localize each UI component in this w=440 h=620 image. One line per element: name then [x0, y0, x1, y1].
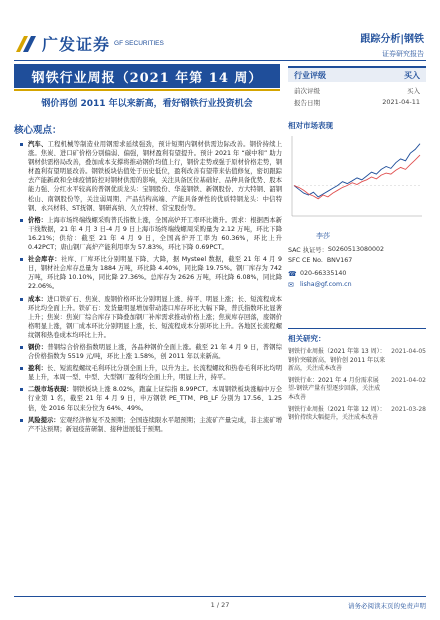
gf-logo-icon [14, 34, 38, 54]
core-view-item-text: 宏观经济修复不及预期；全国连续限水平超预期；主流矿产量完成，非主流矿增产不达预期；新冠疫苗研制、接种进展低于预期。 [28, 416, 283, 433]
report-date-value: 2021-04-11 [382, 98, 420, 106]
previous-rating-row [288, 84, 426, 96]
analyst-name: 李莎 [316, 231, 330, 240]
core-view-item-lead: 风险提示： [28, 416, 60, 424]
sfc-row [288, 255, 426, 266]
previous-rating-label: 前次评级 [294, 86, 320, 95]
previous-rating-value: 买入 [407, 86, 420, 95]
brand-logo [14, 32, 164, 55]
core-view-item [20, 216, 282, 252]
email-icon: ✉ [288, 280, 294, 289]
core-view-item-lead: 汽车、 [28, 141, 48, 148]
core-view-item-lead: 二级市场表现： [28, 386, 73, 394]
related-research-item[interactable] [288, 348, 426, 374]
related-research-title-text[interactable]: 钢铁行业周报（2021 年第 12 周）：钢价持续大幅提升，关注成本改善 [288, 405, 386, 422]
relative-performance-title: 相对市场表现 [288, 121, 333, 130]
core-view-item [20, 295, 282, 340]
sac-label: SAC 执证号： [288, 247, 328, 254]
title-underline [14, 89, 280, 91]
sfc-number: BNV167 [326, 257, 353, 264]
brand-name-en: GF SECURITIES [114, 40, 164, 47]
core-view-item-text: 普钢综合价格指数明显上涨，各品种钢价全面上涨。截至 21 年 4 月 9 日，普钢综合价格指数为 5519 元/吨，环比上涨 1.58%，创 2011 年以来新高。 [28, 343, 282, 361]
report-type [360, 30, 424, 59]
rating-header [288, 66, 426, 82]
core-view-item-lead: 成本： [28, 295, 48, 303]
analyst-email[interactable]: lisha@gf.com.cn [300, 281, 352, 288]
related-research-date: 2021-04-02 [391, 376, 426, 384]
related-research [288, 328, 426, 426]
report-title: 钢铁行业周报（2021 年第 14 周） [14, 64, 280, 88]
core-view-item-text: 长、短流程螺纹毛利环比分别全面上升，以升为主。长流程螺纹和热卷毛利环比均明显上升，本周一型、中型、大型钢厂盈利均全面上升，明显上升，持平。 [28, 365, 283, 382]
core-view-item [20, 364, 282, 382]
report-subtitle: 钢价再创 2011 年以来新高，看好钢铁行业投资机会 [41, 99, 253, 109]
related-research-list [288, 348, 426, 423]
analyst-phone: 020-66335140 [300, 270, 347, 277]
core-view-list [20, 140, 282, 437]
core-view-item-text: 钢铁板块上涨 8.02%，跑赢上证综指 8.99PCT。本周钢铁板块涨幅中万全行业第 1 名，截至 21 年 4 月 9 日，申万钢铁 PE_TTM、PB_LF 分别为 17.56、1.25 倍，处 2016 年以来分位为 64%、49%。 [28, 386, 282, 412]
rating-value: 买入 [404, 70, 420, 80]
core-view-item-text: 工程机械等制造业用钢需求延续强劲，预计短期内钢材供需边际改善。钢价持续上涨。焦炭、进口矿价格分别偏弱、偏强，钢材盈利有望提升。预计 2021 年 “碳中和” 助力钢材供需格局改善，叠加成本支撑将推动钢价均值上行，钢价走势或强于原材价格走势，钢材盈利有望明显改善。钢铁板块估值处于历史低位，盈利改善有望带来估值修复，密切跟踪去产能新政和全球疫情防控对钢材供需的影响，关注具备区位基础好、品种具备优势、股本能力强、分红水平较高的普钢优质龙头：宝钢股份、华菱钢铁、新钢股份、方大特钢、韶钢松山、南钢股份等，关注弱周期、产品结构高端、产能具备弹性的优质特钢龙头：中信特钢、永兴材料、ST抚钢、钢研高纳、久立特材、常宝股份等。 [28, 141, 283, 212]
related-research-title-text[interactable]: 钢铁行业周报（2021 年第 13 周）：钢价突破新高，钢价创 2011 年以来新高，关注成本改善 [288, 348, 386, 373]
sac-number: S0260513080002 [327, 246, 384, 253]
report-subcategory: 证券研究报告 [382, 50, 424, 58]
core-view-item-text: 上海市场终端线螺采购普氏指数上涨，全国高炉开工率环比微升。需求：根据西本新干线数据，21 年 4 月 3 日-4 月 9 日上海市场终端线螺周采购量为 2.12 万吨，环比下降 16.21%；供给：截至 21 年 4 月 9 日，全国高炉开工率为 60.36%，环比上升 0.42PCT；唐山钢厂高炉产能利用率为 57.83%，环比下降 0.69PCT。 [28, 216, 283, 252]
related-research-date: 2021-03-28 [391, 405, 426, 413]
core-view-item [20, 416, 282, 434]
core-view-item-lead: 社会库存： [28, 256, 61, 264]
core-view-item-lead: 盈利： [28, 365, 48, 373]
header-divider [14, 60, 426, 61]
phone-icon: ☎ [288, 269, 297, 278]
page-number: 1 / 27 [210, 601, 230, 609]
report-category: 跟踪分析|钢铁 [360, 34, 424, 45]
core-view-item-lead: 价格： [28, 216, 48, 224]
analyst-name-row [288, 230, 426, 241]
report-date-label: 报告日期 [294, 98, 320, 107]
rating-label: 行业评级 [294, 70, 326, 80]
sac-row [288, 244, 426, 255]
core-view-item [20, 385, 282, 412]
relative-performance-chart [288, 132, 426, 222]
report-date-row [288, 96, 426, 108]
core-view-item [20, 255, 282, 291]
core-view-item [20, 343, 282, 361]
phone-row [288, 268, 426, 279]
related-research-date: 2021-04-05 [391, 348, 426, 355]
related-research-title: 相关研究： [288, 334, 326, 343]
chart-series-line-0 [294, 144, 420, 197]
footer-divider [14, 596, 426, 597]
core-view-item-lead: 钢价： [28, 343, 48, 351]
email-row[interactable] [288, 279, 426, 290]
related-research-title-text[interactable]: 钢铁行业：2021 年 4 月份需求展望-钢铁产量有望逐步回落，关注成本改善 [288, 376, 381, 401]
core-view-heading: 核心观点： [14, 125, 62, 136]
related-research-item[interactable] [288, 377, 426, 403]
core-view-item [20, 140, 282, 213]
core-view-item-text: 社库、厂库环比分别明显下降、大降，据 Mysteel 数据，截至 21 年 4 月 9 日，钢材社会库存总量为 1884 万吨，环比降 4.40%，同比降 19.75%。钢厂库存为 742 万吨，环比降 10.10%，同比降 27.36%。总库存为 2626 万吨，环比降 6.08%，同比降 22.06%。 [28, 256, 283, 291]
related-research-item[interactable] [288, 406, 426, 423]
disclaimer-link[interactable]: 请务必阅读末页的免责声明 [348, 602, 426, 610]
analyst-card [288, 230, 426, 290]
core-view-item-text: 进口铁矿石、焦炭、废钢价格环比分别明显上涨、持平、明显上涨；长、短流程成本环比均全面上升。铁矿石：发货量明显增加带动港口库存环比大幅下降，普氏指数环比显著上升；焦炭：焦炭厂综合库存下降叠加钢厂补库需求推动价格上涨；焦炭库存回落，废钢价格明显上涨，钢厂成本环比分别明显上涨，长、短流程成本分别环比上升。各地区长流程螺纹钢和热卷成本均环比上升。 [28, 295, 283, 339]
brand-name-cn: 广发证券 [42, 35, 111, 54]
sfc-label: SFC CE No. [288, 257, 323, 264]
